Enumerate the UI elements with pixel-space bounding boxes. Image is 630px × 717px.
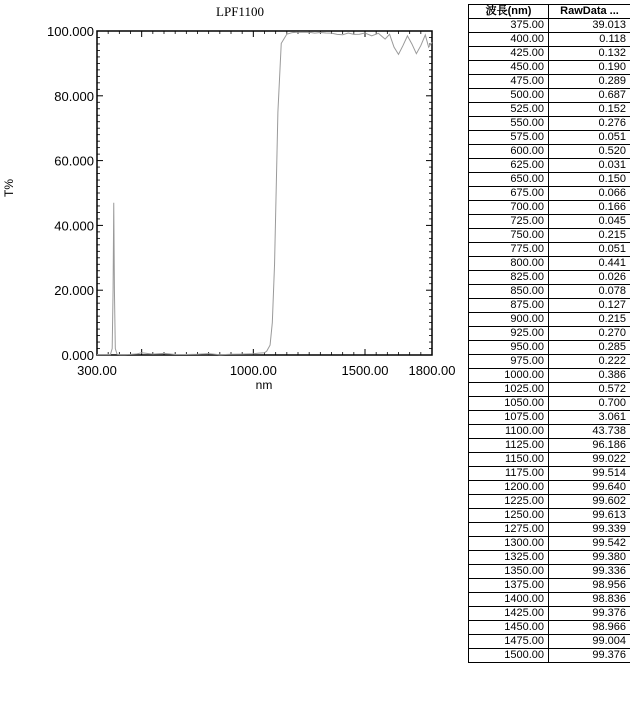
y-tick-labels <box>47 24 94 363</box>
cell-rawdata: 0.026 <box>549 271 630 285</box>
cell-rawdata: 99.339 <box>549 523 630 537</box>
table-row <box>469 425 630 439</box>
cell-wavelength: 1450.00 <box>469 621 549 635</box>
cell-rawdata: 99.380 <box>549 551 630 565</box>
table-row <box>469 229 630 243</box>
cell-wavelength: 1200.00 <box>469 481 549 495</box>
table-row <box>469 313 630 327</box>
table-row <box>469 467 630 481</box>
cell-rawdata: 98.956 <box>549 579 630 593</box>
cell-wavelength: 1475.00 <box>469 635 549 649</box>
table-row <box>469 649 630 663</box>
table-row <box>469 579 630 593</box>
cell-rawdata: 99.336 <box>549 565 630 579</box>
table-row <box>469 537 630 551</box>
cell-rawdata: 0.700 <box>549 397 630 411</box>
chart-title: LPF1100 <box>216 4 264 19</box>
cell-rawdata: 0.066 <box>549 187 630 201</box>
plot-frame <box>97 31 432 355</box>
cell-wavelength: 1275.00 <box>469 523 549 537</box>
x-axis-label: nm <box>255 378 273 392</box>
cell-rawdata: 0.386 <box>549 369 630 383</box>
table-row <box>469 481 630 495</box>
cell-rawdata: 43.738 <box>549 425 630 439</box>
table-row <box>469 271 630 285</box>
table-row <box>469 411 630 425</box>
cell-wavelength: 700.00 <box>469 201 549 215</box>
cell-wavelength: 1350.00 <box>469 565 549 579</box>
cell-rawdata: 99.022 <box>549 453 630 467</box>
cell-wavelength: 950.00 <box>469 341 549 355</box>
cell-rawdata: 96.186 <box>549 439 630 453</box>
cell-rawdata: 0.285 <box>549 341 630 355</box>
header-wavelength: 波長(nm) <box>469 5 549 19</box>
cell-rawdata: 99.602 <box>549 495 630 509</box>
cell-wavelength: 500.00 <box>469 89 549 103</box>
cell-wavelength: 725.00 <box>469 215 549 229</box>
table-row <box>469 33 630 47</box>
cell-rawdata: 0.152 <box>549 103 630 117</box>
cell-wavelength: 900.00 <box>469 313 549 327</box>
series-line-transmission <box>97 32 432 355</box>
cell-rawdata: 0.687 <box>549 89 630 103</box>
table-row <box>469 397 630 411</box>
table-row <box>469 607 630 621</box>
cell-wavelength: 650.00 <box>469 173 549 187</box>
x-tick-label: 1000.00 <box>229 363 277 378</box>
table-row <box>469 19 630 33</box>
cell-rawdata: 0.520 <box>549 145 630 159</box>
table-row <box>469 509 630 523</box>
table-row <box>469 243 630 257</box>
cell-rawdata: 0.166 <box>549 201 630 215</box>
table-row <box>469 89 630 103</box>
cell-rawdata: 99.376 <box>549 607 630 621</box>
table-row <box>469 187 630 201</box>
cell-rawdata: 98.966 <box>549 621 630 635</box>
cell-rawdata: 99.640 <box>549 481 630 495</box>
cell-wavelength: 600.00 <box>469 145 549 159</box>
y-axis-label: T% <box>2 179 16 197</box>
cell-wavelength: 925.00 <box>469 327 549 341</box>
cell-rawdata: 99.542 <box>549 537 630 551</box>
table-body <box>469 19 630 663</box>
table-row <box>469 621 630 635</box>
cell-wavelength: 850.00 <box>469 285 549 299</box>
table-row <box>469 369 630 383</box>
cell-wavelength: 1050.00 <box>469 397 549 411</box>
table-row <box>469 285 630 299</box>
cell-rawdata: 0.150 <box>549 173 630 187</box>
table-row <box>469 215 630 229</box>
axis-ticks <box>97 31 432 355</box>
table-row <box>469 75 630 89</box>
y-tick-label: 100.000 <box>47 24 94 39</box>
cell-rawdata: 99.613 <box>549 509 630 523</box>
cell-wavelength: 1400.00 <box>469 593 549 607</box>
table-row <box>469 551 630 565</box>
table-row <box>469 565 630 579</box>
y-tick-label: 40.000 <box>54 218 94 234</box>
table-row <box>469 453 630 467</box>
cell-wavelength: 550.00 <box>469 117 549 131</box>
table-row <box>469 341 630 355</box>
table-row <box>469 61 630 75</box>
cell-wavelength: 975.00 <box>469 355 549 369</box>
table-row <box>469 593 630 607</box>
cell-wavelength: 575.00 <box>469 131 549 145</box>
header-rawdata: RawData ... <box>549 5 630 19</box>
cell-rawdata: 0.441 <box>549 257 630 271</box>
cell-wavelength: 525.00 <box>469 103 549 117</box>
cell-rawdata: 0.045 <box>549 215 630 229</box>
x-tick-labels <box>77 363 455 378</box>
cell-rawdata: 3.061 <box>549 411 630 425</box>
cell-wavelength: 875.00 <box>469 299 549 313</box>
cell-wavelength: 400.00 <box>469 33 549 47</box>
table-row <box>469 257 630 271</box>
cell-rawdata: 0.132 <box>549 47 630 61</box>
table-row <box>469 299 630 313</box>
table-row <box>469 117 630 131</box>
cell-wavelength: 750.00 <box>469 229 549 243</box>
cell-wavelength: 375.00 <box>469 19 549 33</box>
cell-rawdata: 0.289 <box>549 75 630 89</box>
cell-wavelength: 1300.00 <box>469 537 549 551</box>
x-tick-label: 1800.00 <box>408 363 456 378</box>
table-row <box>469 159 630 173</box>
cell-rawdata: 99.376 <box>549 649 630 663</box>
cell-rawdata: 0.051 <box>549 243 630 257</box>
cell-rawdata: 0.127 <box>549 299 630 313</box>
cell-rawdata: 0.118 <box>549 33 630 47</box>
cell-wavelength: 1000.00 <box>469 369 549 383</box>
cell-wavelength: 475.00 <box>469 75 549 89</box>
cell-wavelength: 1025.00 <box>469 383 549 397</box>
table-row <box>469 383 630 397</box>
table-row <box>469 439 630 453</box>
table-row <box>469 495 630 509</box>
x-tick-label: 300.00 <box>77 363 117 378</box>
table-row <box>469 47 630 61</box>
cell-wavelength: 775.00 <box>469 243 549 257</box>
cell-rawdata: 0.031 <box>549 159 630 173</box>
cell-wavelength: 625.00 <box>469 159 549 173</box>
table-row <box>469 173 630 187</box>
cell-wavelength: 450.00 <box>469 61 549 75</box>
cell-rawdata: 0.572 <box>549 383 630 397</box>
cell-rawdata: 0.051 <box>549 131 630 145</box>
table-row <box>469 145 630 159</box>
cell-rawdata: 0.222 <box>549 355 630 369</box>
cell-rawdata: 39.013 <box>549 19 630 33</box>
transmission-chart <box>0 0 465 400</box>
cell-wavelength: 1225.00 <box>469 495 549 509</box>
cell-rawdata: 0.078 <box>549 285 630 299</box>
y-tick-label: 20.000 <box>54 283 94 299</box>
cell-rawdata: 0.215 <box>549 229 630 243</box>
table-row <box>469 103 630 117</box>
cell-wavelength: 1175.00 <box>469 467 549 481</box>
cell-wavelength: 1325.00 <box>469 551 549 565</box>
table-row <box>469 131 630 145</box>
cell-wavelength: 825.00 <box>469 271 549 285</box>
cell-wavelength: 425.00 <box>469 47 549 61</box>
cell-wavelength: 1150.00 <box>469 453 549 467</box>
cell-rawdata: 0.215 <box>549 313 630 327</box>
cell-rawdata: 0.270 <box>549 327 630 341</box>
cell-wavelength: 1125.00 <box>469 439 549 453</box>
cell-wavelength: 1075.00 <box>469 411 549 425</box>
cell-wavelength: 1425.00 <box>469 607 549 621</box>
cell-rawdata: 98.836 <box>549 593 630 607</box>
cell-wavelength: 1500.00 <box>469 649 549 663</box>
table-row <box>469 201 630 215</box>
y-tick-label: 80.000 <box>54 88 94 104</box>
y-tick-label: 0.000 <box>61 348 94 363</box>
table-row <box>469 523 630 537</box>
cell-wavelength: 1100.00 <box>469 425 549 439</box>
x-tick-label: 1500.00 <box>341 363 389 378</box>
table-row <box>469 327 630 341</box>
table-row <box>469 355 630 369</box>
data-table <box>468 4 630 663</box>
cell-rawdata: 0.190 <box>549 61 630 75</box>
cell-wavelength: 800.00 <box>469 257 549 271</box>
cell-rawdata: 0.276 <box>549 117 630 131</box>
y-tick-label: 60.000 <box>54 153 94 169</box>
cell-wavelength: 1375.00 <box>469 579 549 593</box>
table-row <box>469 635 630 649</box>
cell-wavelength: 675.00 <box>469 187 549 201</box>
cell-wavelength: 1250.00 <box>469 509 549 523</box>
table-header-row <box>469 5 630 19</box>
cell-rawdata: 99.514 <box>549 467 630 481</box>
cell-rawdata: 99.004 <box>549 635 630 649</box>
